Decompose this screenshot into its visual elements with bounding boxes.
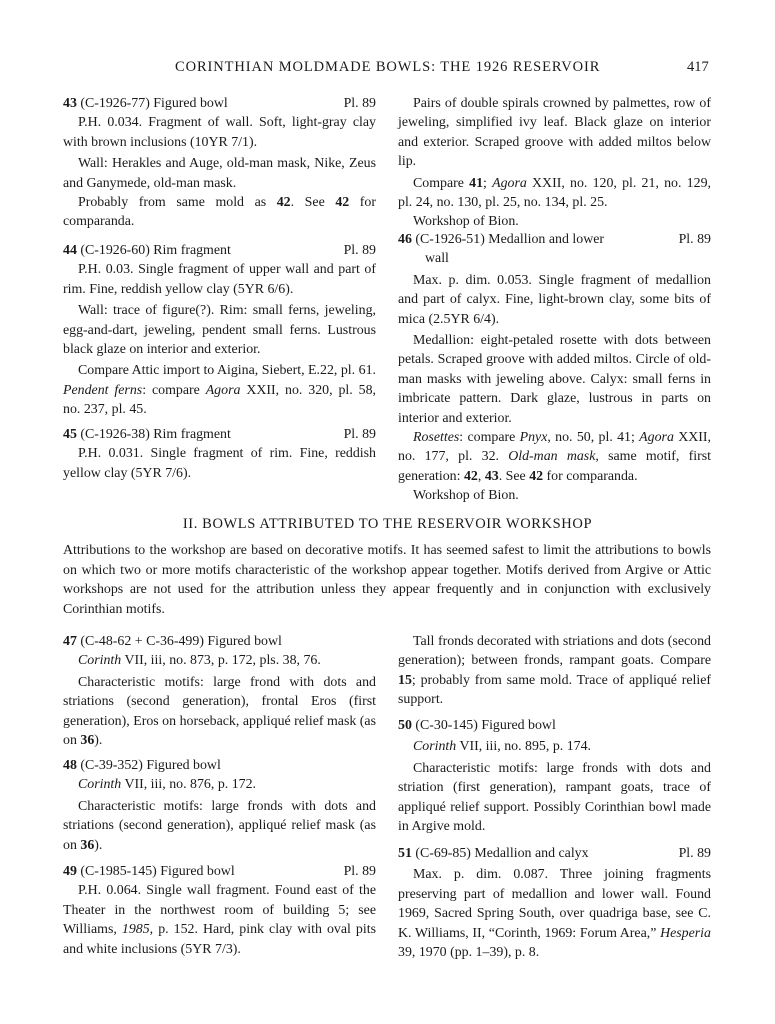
cross-reference: 15	[398, 672, 412, 688]
plate-reference: Pl. 89	[678, 846, 711, 861]
page-number: 417	[687, 59, 709, 75]
plate-reference: Pl. 89	[678, 232, 711, 247]
entry-decoration: Wall: Herakles and Auge, old-man mask, Nike, Zeus and Ganymede, old-man mask.	[63, 156, 376, 191]
plate-reference: Pl. 89	[343, 96, 376, 111]
entry-decoration: Pairs of double spirals crowned by palmettes, row of jeweling, simplified ivy leaf. Black glaze on interior and exterior. Scraped groove with added miltos below lip.	[398, 96, 711, 170]
entry-heading	[63, 862, 376, 881]
entry-decoration: Wall: trace of figure(?). Rim: small ferns, jeweling, egg-and-dart, jeweling, pendent small ferns. Lustrous black glaze on interior and exterior.	[63, 303, 376, 358]
entry-inventory: (C-1985-145) Figured bowl	[80, 864, 235, 879]
plate-reference: Pl. 89	[343, 243, 376, 258]
entry-description: Max. p. dim. 0.087. Three joining fragments preserving part of medallion and lower wall. Found 1969, Sacred Spring South, over quadriga base, see C. K. Williams, II, “Corinth, 1969: Forum Area,” Hesperia 39, 1970 (pp. 1–39), p. 8.	[398, 867, 711, 961]
entry-description: P.H. 0.031. Single fragment of rim. Fine, reddish yellow clay (5YR 7/6).	[63, 446, 376, 481]
catalog-entry-47	[63, 632, 376, 750]
plate-reference: Pl. 89	[343, 864, 376, 879]
entry-publication: Corinth VII, iii, no. 876, p. 172.	[78, 777, 257, 793]
cross-reference: 36	[80, 837, 95, 853]
entry-decoration: Tall fronds decorated with striations and dots (second generation); between fronds, rampant goats. Compare 15; probably from same mold. Trace of appliqué relief support.	[398, 634, 711, 708]
entry-comparanda: Compare Attic import to Aigina, Siebert, E.22, pl. 61. Pendent ferns: compare Agora XXII, no. 320, pl. 58, no. 237, pl. 45.	[63, 363, 377, 418]
entry-heading	[63, 632, 376, 651]
entry-publication: Corinth VII, iii, no. 873, p. 172, pls. 38, 76.	[78, 653, 321, 669]
entry-description: Max. p. dim. 0.053. Single fragment of medallion and part of calyx. Fine, light-brown clay, some bits of mica (2.5YR 6/4).	[398, 272, 711, 327]
catalog-entry-44	[63, 241, 376, 420]
entry-motifs: Characteristic motifs: large fronds with dots and striation (first generation), rampant goats, trace of appliqué relief support. Possibly Corinthian bowl made in Argive mold.	[398, 760, 711, 835]
cross-reference: 42	[463, 468, 478, 484]
entry-number: 43	[63, 96, 77, 111]
catalog-entry-51	[398, 844, 711, 962]
running-title: CORINTHIAN MOLDMADE BOWLS: THE 1926 RESERVOIR	[175, 59, 601, 75]
entry-decoration: Medallion: eight-petaled rosette with dots between petals. Scraped groove with added miltos. Circle of old-man masks with jeweling above. Calyx: small ferns in imbricate pattern. Dark glaze, lustrous in parts on interior and exterior.	[398, 333, 711, 426]
section-title: II. BOWLS ATTRIBUTED TO THE RESERVOIR WORKSHOP	[182, 516, 593, 532]
entry-motifs: Characteristic motifs: large frond with dots and striations (second generation), frontal Eros (first generation), Eros on horseback, appliqué relief mask (as on 36).	[63, 674, 376, 749]
entry-inventory: (C-1926-60) Rim fragment	[80, 243, 231, 258]
entry-inventory: (C-69-85) Medallion and calyx	[415, 846, 589, 861]
entry-number: 50	[398, 718, 412, 733]
entry-inventory: (C-39-352) Figured bowl	[80, 758, 221, 773]
catalog-entry-46	[398, 230, 711, 506]
cross-reference: 43	[484, 468, 499, 484]
entry-workshop: Workshop of Bion.	[413, 214, 519, 230]
entry-heading	[63, 241, 376, 260]
entry-heading	[398, 844, 711, 863]
entry-inventory: (C-1926-38) Rim fragment	[80, 427, 231, 442]
catalog-entry-49-continued	[398, 632, 711, 710]
catalog-entry-43	[63, 94, 376, 232]
entry-description: P.H. 0.03. Single fragment of upper wall and part of rim. Fine, reddish yellow clay (5YR 6/6).	[63, 262, 376, 297]
catalog-entry-48	[63, 756, 376, 855]
entry-comparanda: Probably from same mold as 42. See 42 for comparanda.	[63, 195, 376, 230]
cross-reference: 42	[335, 195, 350, 211]
entry-motifs: Characteristic motifs: large fronds with dots and striations (second generation), appliqué relief mask (as on 36).	[63, 798, 376, 853]
catalog-entry-45	[63, 425, 376, 483]
entry-comparanda: Compare 41; Agora XXII, no. 120, pl. 21, no. 129, pl. 24, no. 130, pl. 25, no. 134, pl. 25.	[398, 175, 711, 211]
entry-comparanda: Rosettes: compare Pnyx, no. 50, pl. 41; Agora XXII, no. 177, pl. 32. Old-man mask, same motif, first generation: 42, 43. See 42 for comparanda.	[398, 430, 712, 484]
entry-heading	[398, 230, 711, 269]
catalog-entry-49	[63, 862, 376, 959]
cross-reference: 42	[276, 195, 291, 211]
cross-reference: 36	[80, 733, 95, 749]
entry-number: 46	[398, 232, 412, 247]
entry-heading	[63, 94, 376, 113]
entry-inventory: (C-48-62 + C-36-499) Figured bowl	[80, 634, 282, 649]
plate-reference: Pl. 89	[343, 427, 376, 442]
cross-reference: 42	[529, 468, 544, 484]
entry-number: 49	[63, 864, 77, 879]
entry-heading	[63, 425, 376, 444]
entry-number: 51	[398, 846, 412, 861]
entry-inventory: (C-1926-77) Figured bowl	[80, 96, 228, 111]
entry-number: 48	[63, 758, 77, 773]
entry-inventory: (C-1926-51) Medallion and lower	[415, 232, 605, 247]
entry-number: 47	[63, 634, 77, 649]
entry-number: 45	[63, 427, 77, 442]
entry-inventory: (C-30-145) Figured bowl	[415, 718, 556, 733]
entry-description: P.H. 0.034. Fragment of wall. Soft, light-gray clay with brown inclusions (10YR 7/1).	[63, 115, 376, 150]
section-intro: Attributions to the workshop are based on decorative motifs. It has seemed safest to limit the attributions to bowls on which two or more motifs characteristic of the workshop appear together. Motifs derived from Argive or Attic workshops are not used for the attribution unless they appear frequently and in conjunction with exclusively Corinthian motifs.	[63, 543, 711, 617]
entry-workshop: Workshop of Bion.	[413, 488, 519, 504]
catalog-entry-45-continued	[398, 94, 711, 232]
cross-reference: 41	[469, 175, 484, 191]
entry-heading	[63, 756, 376, 775]
entry-heading	[398, 716, 711, 735]
entry-description: P.H. 0.064. Single wall fragment. Found east of the Theater in the northwest room of building 5; see Williams, 1985, p. 152. Hard, pink clay with oval pits and white inclusions (5YR 7/3).	[63, 883, 377, 957]
entry-number: 44	[63, 243, 77, 258]
entry-publication: Corinth VII, iii, no. 895, p. 174.	[413, 739, 592, 755]
entry-inventory-continued: wall	[425, 251, 449, 267]
catalog-entry-50	[398, 716, 711, 836]
